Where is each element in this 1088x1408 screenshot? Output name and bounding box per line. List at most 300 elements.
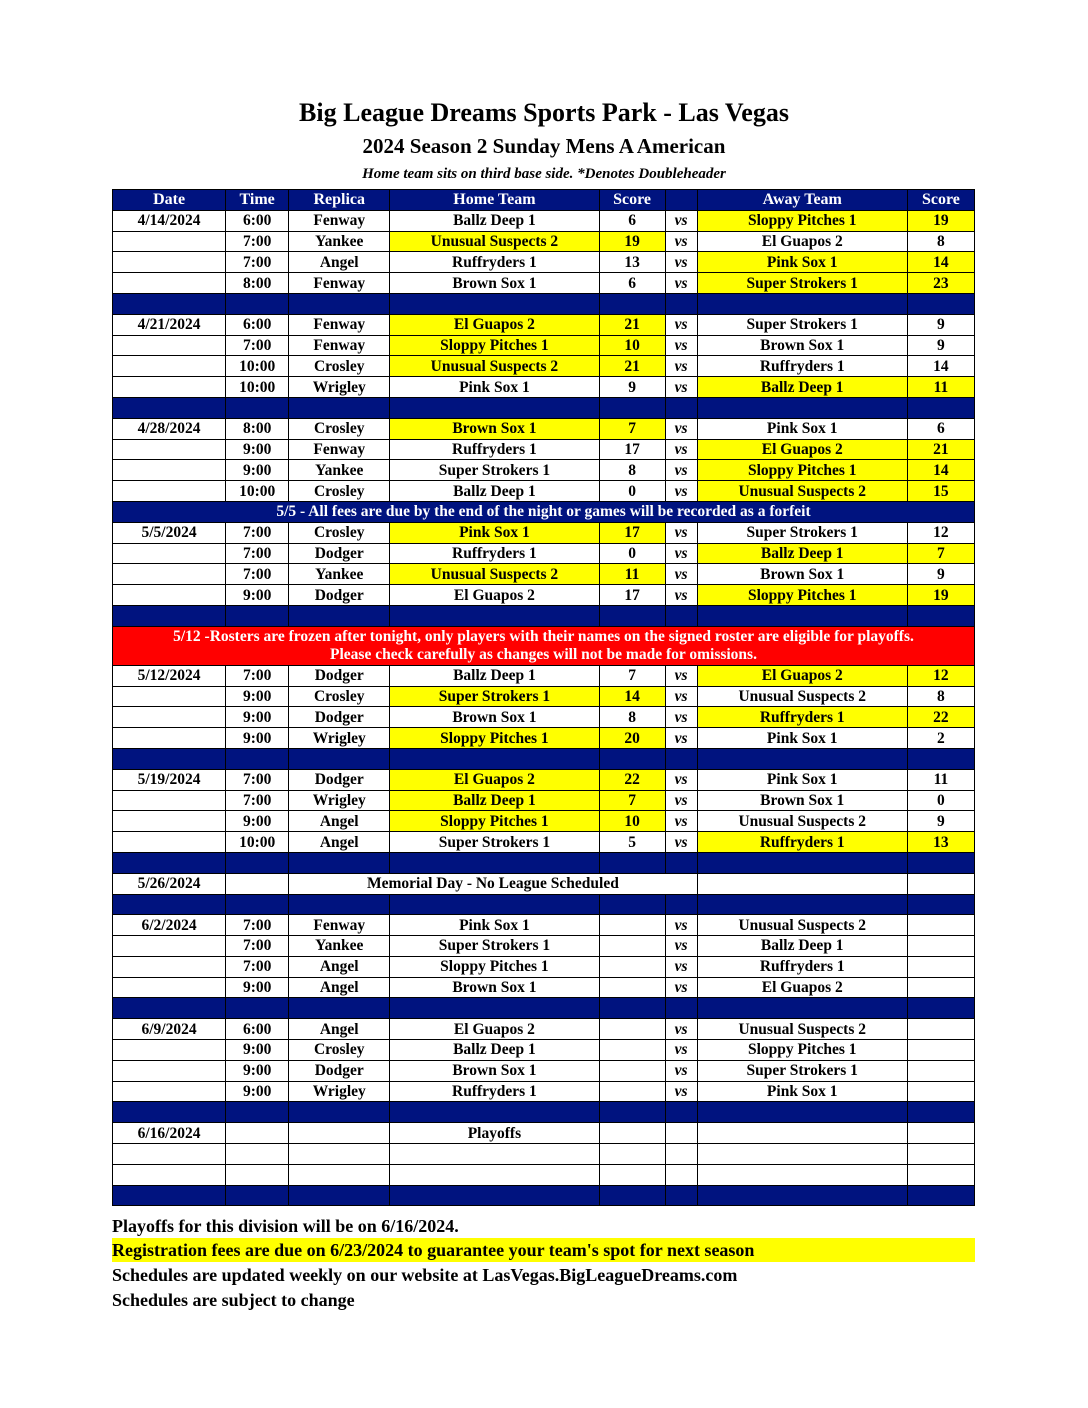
vs-label: vs [665, 522, 697, 543]
game-row [113, 377, 975, 398]
roster-alert-row [113, 626, 975, 665]
home-team: Brown Sox 1 [390, 273, 599, 294]
away-team: Unusual Suspects 2 [697, 481, 907, 502]
separator-cell [697, 605, 907, 626]
vs-label: vs [665, 811, 697, 832]
game-row [113, 1164, 975, 1185]
away-team [697, 1123, 907, 1144]
away-team: Super Strokers 1 [697, 522, 907, 543]
game-date [113, 377, 226, 398]
away-score [907, 1040, 974, 1061]
game-date: 4/14/2024 [113, 210, 226, 231]
vs-label: vs [665, 564, 697, 585]
separator-cell [390, 852, 599, 873]
away-team: Ruffryders 1 [697, 832, 907, 853]
game-time: 10:00 [226, 832, 289, 853]
game-row [113, 1144, 975, 1165]
separator-cell [907, 397, 974, 418]
home-score: 22 [599, 769, 665, 790]
vs-label: vs [665, 585, 697, 606]
away-team: Sloppy Pitches 1 [697, 1040, 907, 1061]
home-team: El Guapos 2 [390, 585, 599, 606]
separator-row [113, 1185, 975, 1206]
home-score: 7 [599, 418, 665, 439]
replica-field: Fenway [289, 915, 390, 936]
replica-field: Yankee [289, 460, 390, 481]
separator-cell [599, 293, 665, 314]
away-team: Pink Sox 1 [697, 728, 907, 749]
game-row [113, 1123, 975, 1144]
game-time: 9:00 [226, 460, 289, 481]
home-team: Brown Sox 1 [390, 1060, 599, 1081]
away-team: Ruffryders 1 [697, 356, 907, 377]
game-row [113, 210, 975, 231]
home-score: 8 [599, 707, 665, 728]
home-score: 7 [599, 790, 665, 811]
home-team: Pink Sox 1 [390, 377, 599, 398]
home-team: Ballz Deep 1 [390, 210, 599, 231]
home-score: 5 [599, 832, 665, 853]
schedule-note: Home team sits on third base side. *Denotes Doubleheader [362, 166, 726, 182]
vs-label: vs [665, 335, 697, 356]
game-date: 5/26/2024 [113, 873, 226, 894]
away-score: 19 [907, 585, 974, 606]
away-score [907, 956, 974, 977]
home-score [599, 936, 665, 957]
home-team: Pink Sox 1 [390, 522, 599, 543]
vs-label: vs [665, 210, 697, 231]
game-date [113, 231, 226, 252]
game-date [113, 1060, 226, 1081]
game-row [113, 252, 975, 273]
separator-cell [226, 1185, 289, 1206]
home-score [599, 1040, 665, 1061]
home-score: 9 [599, 377, 665, 398]
replica-field: Crosley [289, 418, 390, 439]
home-team: Sloppy Pitches 1 [390, 335, 599, 356]
vs-label: vs [665, 728, 697, 749]
separator-cell [907, 894, 974, 915]
away-team: Brown Sox 1 [697, 790, 907, 811]
game-row [113, 543, 975, 564]
replica-field: Crosley [289, 481, 390, 502]
game-row [113, 522, 975, 543]
replica-field: Yankee [289, 936, 390, 957]
vs-label: vs [665, 481, 697, 502]
separator-cell [697, 894, 907, 915]
replica-field: Dodger [289, 1060, 390, 1081]
separator-cell [599, 1185, 665, 1206]
away-team [697, 1144, 907, 1165]
separator-cell [665, 397, 697, 418]
home-score: 6 [599, 210, 665, 231]
game-time: 6:00 [226, 314, 289, 335]
away-score: 12 [907, 522, 974, 543]
game-row [113, 665, 975, 686]
game-time: 10:00 [226, 377, 289, 398]
away-score: 13 [907, 832, 974, 853]
home-score [599, 1164, 665, 1185]
separator-cell [599, 894, 665, 915]
vs-label: vs [665, 1019, 697, 1040]
home-team: Unusual Suspects 2 [390, 564, 599, 585]
away-team: Super Strokers 1 [697, 1060, 907, 1081]
away-team: Unusual Suspects 2 [697, 915, 907, 936]
away-score [907, 1060, 974, 1081]
separator-cell [599, 1102, 665, 1123]
memo-text: Memorial Day - No League Scheduled [289, 873, 697, 894]
home-score [599, 1060, 665, 1081]
away-team-cell [697, 873, 907, 894]
game-row [113, 356, 975, 377]
roster-alert [113, 626, 975, 665]
home-team: Sloppy Pitches 1 [390, 811, 599, 832]
game-row [113, 832, 975, 853]
game-date [113, 439, 226, 460]
game-time [226, 1123, 289, 1144]
game-time: 7:00 [226, 564, 289, 585]
game-time: 7:00 [226, 252, 289, 273]
away-score: 7 [907, 543, 974, 564]
separator-cell [289, 397, 390, 418]
game-date [113, 790, 226, 811]
col-replica: Replica [289, 190, 390, 211]
game-time: 7:00 [226, 769, 289, 790]
separator-cell [289, 1102, 390, 1123]
game-row [113, 811, 975, 832]
vs-label: vs [665, 707, 697, 728]
game-date [113, 481, 226, 502]
away-score: 22 [907, 707, 974, 728]
game-row [113, 686, 975, 707]
vs-label: vs [665, 936, 697, 957]
home-score: 7 [599, 665, 665, 686]
separator-cell [289, 998, 390, 1019]
roster-alert-line1: 5/12 -Rosters are frozen after tonight, only players with their names on the signed roster are eligible for playoffs. [173, 627, 914, 645]
game-row [113, 977, 975, 998]
home-score [599, 1123, 665, 1144]
game-row [113, 915, 975, 936]
separator-cell [289, 894, 390, 915]
home-team: Super Strokers 1 [390, 936, 599, 957]
away-score: 14 [907, 460, 974, 481]
away-score [907, 1144, 974, 1165]
home-score: 14 [599, 686, 665, 707]
game-time: 10:00 [226, 356, 289, 377]
game-time [226, 1164, 289, 1185]
game-date [113, 1081, 226, 1102]
game-date [113, 707, 226, 728]
separator-cell [697, 1102, 907, 1123]
game-row [113, 231, 975, 252]
vs-label [665, 1144, 697, 1165]
separator-cell [390, 1185, 599, 1206]
game-row [113, 728, 975, 749]
separator-row [113, 748, 975, 769]
replica-field: Wrigley [289, 790, 390, 811]
separator-cell [599, 605, 665, 626]
separator-row [113, 852, 975, 873]
home-team: Super Strokers 1 [390, 832, 599, 853]
game-time: 8:00 [226, 418, 289, 439]
away-score [907, 1164, 974, 1185]
game-date [113, 564, 226, 585]
away-team: Ruffryders 1 [697, 707, 907, 728]
home-team: Sloppy Pitches 1 [390, 728, 599, 749]
vs-label: vs [665, 231, 697, 252]
replica-field: Dodger [289, 707, 390, 728]
game-date [113, 1040, 226, 1061]
replica-field: Dodger [289, 585, 390, 606]
game-row [113, 564, 975, 585]
away-score: 6 [907, 418, 974, 439]
home-score: 6 [599, 273, 665, 294]
home-score: 19 [599, 231, 665, 252]
page-title: Big League Dreams Sports Park - Las Vegas [299, 98, 789, 127]
away-score: 21 [907, 439, 974, 460]
away-team: Unusual Suspects 2 [697, 1019, 907, 1040]
away-team [697, 1164, 907, 1185]
away-team: Unusual Suspects 2 [697, 811, 907, 832]
game-date: 5/5/2024 [113, 522, 226, 543]
home-team: Ballz Deep 1 [390, 481, 599, 502]
game-date [113, 936, 226, 957]
separator-cell [113, 397, 226, 418]
separator-cell [907, 293, 974, 314]
game-time: 10:00 [226, 481, 289, 502]
game-date: 4/21/2024 [113, 314, 226, 335]
home-score: 21 [599, 356, 665, 377]
game-row [113, 585, 975, 606]
vs-label: vs [665, 273, 697, 294]
away-score: 9 [907, 564, 974, 585]
separator-cell [226, 397, 289, 418]
home-score: 0 [599, 481, 665, 502]
separator-cell [665, 894, 697, 915]
separator-cell [390, 998, 599, 1019]
separator-cell [113, 852, 226, 873]
game-date [113, 356, 226, 377]
away-score: 14 [907, 356, 974, 377]
home-score: 10 [599, 335, 665, 356]
game-date [113, 956, 226, 977]
away-team: Brown Sox 1 [697, 564, 907, 585]
home-team: Brown Sox 1 [390, 977, 599, 998]
game-time: 7:00 [226, 335, 289, 356]
away-team: Super Strokers 1 [697, 314, 907, 335]
vs-label: vs [665, 543, 697, 564]
vs-label: vs [665, 418, 697, 439]
separator-row [113, 605, 975, 626]
home-score [599, 1081, 665, 1102]
home-score [599, 1019, 665, 1040]
home-team: Ballz Deep 1 [390, 790, 599, 811]
separator-cell [665, 1102, 697, 1123]
game-date [113, 1144, 226, 1165]
away-team: Ruffryders 1 [697, 956, 907, 977]
home-score: 17 [599, 585, 665, 606]
home-score: 13 [599, 252, 665, 273]
replica-field: Fenway [289, 439, 390, 460]
game-time: 7:00 [226, 790, 289, 811]
game-time: 9:00 [226, 977, 289, 998]
replica-field: Angel [289, 252, 390, 273]
separator-cell [599, 748, 665, 769]
away-score: 12 [907, 665, 974, 686]
home-score: 11 [599, 564, 665, 585]
home-score: 20 [599, 728, 665, 749]
away-team: Ballz Deep 1 [697, 936, 907, 957]
time-cell [226, 873, 289, 894]
game-row [113, 439, 975, 460]
game-date [113, 273, 226, 294]
footer-website: Schedules are updated weekly on our website at LasVegas.BigLeagueDreams.com [112, 1265, 738, 1285]
separator-cell [390, 605, 599, 626]
vs-label: vs [665, 1040, 697, 1061]
separator-cell [697, 852, 907, 873]
separator-cell [390, 894, 599, 915]
separator-cell [907, 1185, 974, 1206]
game-row [113, 769, 975, 790]
vs-label: vs [665, 439, 697, 460]
replica-field: Dodger [289, 769, 390, 790]
vs-label: vs [665, 1060, 697, 1081]
separator-row [113, 293, 975, 314]
table-header [113, 190, 975, 211]
vs-label: vs [665, 832, 697, 853]
home-score: 0 [599, 543, 665, 564]
away-team: Unusual Suspects 2 [697, 686, 907, 707]
game-row [113, 707, 975, 728]
vs-label: vs [665, 915, 697, 936]
away-score: 9 [907, 335, 974, 356]
game-time: 9:00 [226, 585, 289, 606]
game-time: 7:00 [226, 956, 289, 977]
home-team [390, 1164, 599, 1185]
separator-cell [226, 748, 289, 769]
separator-cell [113, 1102, 226, 1123]
away-score: 0 [907, 790, 974, 811]
home-team: Playoffs [390, 1123, 599, 1144]
game-time: 9:00 [226, 728, 289, 749]
home-score: 8 [599, 460, 665, 481]
game-date [113, 585, 226, 606]
replica-field: Fenway [289, 210, 390, 231]
separator-cell [665, 1185, 697, 1206]
col-away-score: Score [907, 190, 974, 211]
separator-cell [907, 748, 974, 769]
game-time: 9:00 [226, 707, 289, 728]
away-score [907, 977, 974, 998]
separator-cell [113, 894, 226, 915]
home-team: Unusual Suspects 2 [390, 231, 599, 252]
vs-label: vs [665, 769, 697, 790]
game-time: 9:00 [226, 1060, 289, 1081]
home-team: Ballz Deep 1 [390, 1040, 599, 1061]
home-team: El Guapos 2 [390, 769, 599, 790]
away-team: Pink Sox 1 [697, 252, 907, 273]
replica-field: Wrigley [289, 1081, 390, 1102]
replica-field: Fenway [289, 314, 390, 335]
game-time: 9:00 [226, 439, 289, 460]
away-score: 15 [907, 481, 974, 502]
away-score: 9 [907, 314, 974, 335]
separator-cell [113, 1185, 226, 1206]
away-team: Pink Sox 1 [697, 769, 907, 790]
separator-row [113, 397, 975, 418]
separator-cell [907, 852, 974, 873]
home-team: Unusual Suspects 2 [390, 356, 599, 377]
vs-label: vs [665, 252, 697, 273]
separator-cell [390, 397, 599, 418]
separator-cell [390, 748, 599, 769]
vs-label: vs [665, 460, 697, 481]
away-score [907, 915, 974, 936]
replica-field: Crosley [289, 1040, 390, 1061]
game-row [113, 1060, 975, 1081]
replica-field: Crosley [289, 522, 390, 543]
home-team: Super Strokers 1 [390, 686, 599, 707]
away-team: El Guapos 2 [697, 665, 907, 686]
home-team: Ballz Deep 1 [390, 665, 599, 686]
home-team: Super Strokers 1 [390, 460, 599, 481]
replica-field: Yankee [289, 231, 390, 252]
away-team: Ballz Deep 1 [697, 543, 907, 564]
home-team: Ruffryders 1 [390, 252, 599, 273]
vs-label: vs [665, 977, 697, 998]
home-team: Brown Sox 1 [390, 418, 599, 439]
away-team: El Guapos 2 [697, 231, 907, 252]
game-date: 5/12/2024 [113, 665, 226, 686]
vs-label: vs [665, 956, 697, 977]
away-score: 8 [907, 231, 974, 252]
away-team: Ballz Deep 1 [697, 377, 907, 398]
game-date [113, 1164, 226, 1185]
col-time: Time [226, 190, 289, 211]
away-score [907, 1123, 974, 1144]
home-score [599, 1144, 665, 1165]
game-time: 7:00 [226, 915, 289, 936]
separator-cell [113, 748, 226, 769]
home-score: 21 [599, 314, 665, 335]
separator-cell [289, 1185, 390, 1206]
away-score: 9 [907, 811, 974, 832]
home-score [599, 977, 665, 998]
replica-field: Crosley [289, 356, 390, 377]
vs-label: vs [665, 1081, 697, 1102]
away-team: Brown Sox 1 [697, 335, 907, 356]
replica-field: Dodger [289, 543, 390, 564]
separator-cell [665, 748, 697, 769]
replica-field: Crosley [289, 686, 390, 707]
game-row [113, 1019, 975, 1040]
replica-field: Angel [289, 811, 390, 832]
replica-field [289, 1123, 390, 1144]
replica-field: Angel [289, 956, 390, 977]
game-time: 6:00 [226, 210, 289, 231]
away-score: 11 [907, 769, 974, 790]
separator-cell [907, 605, 974, 626]
replica-field: Angel [289, 832, 390, 853]
separator-cell [665, 605, 697, 626]
game-row [113, 956, 975, 977]
away-score [907, 1081, 974, 1102]
separator-cell [226, 998, 289, 1019]
away-team: Pink Sox 1 [697, 418, 907, 439]
replica-field: Dodger [289, 665, 390, 686]
home-score [599, 956, 665, 977]
game-row [113, 273, 975, 294]
